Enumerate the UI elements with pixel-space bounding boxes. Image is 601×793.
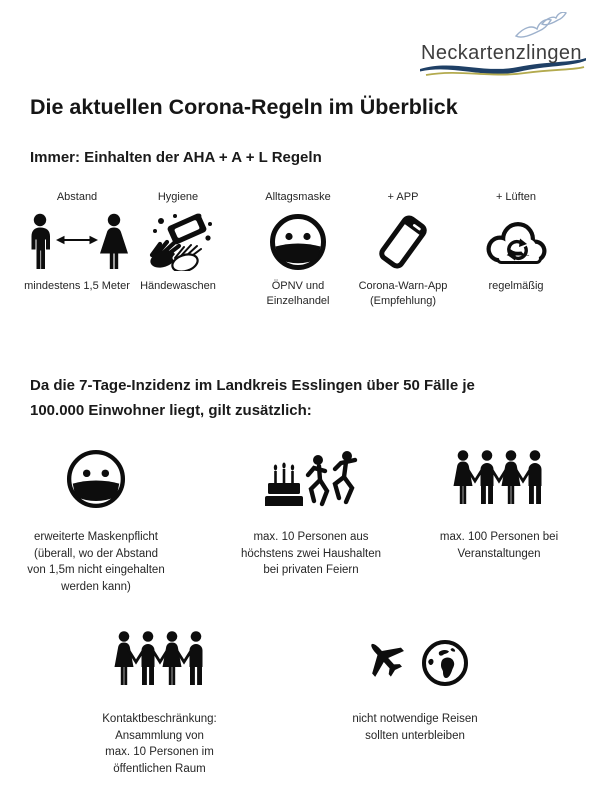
- event-crowd-icon: [424, 446, 574, 512]
- rule-label: Alltagsmaske: [265, 191, 331, 203]
- caption-line: ÖPNV und: [271, 280, 325, 292]
- rule-label: Hygiene: [157, 191, 199, 203]
- rule-card-maskenpflicht: [16, 446, 176, 595]
- caption-line: Händewaschen: [140, 280, 216, 292]
- mask-face-icon: [16, 446, 176, 512]
- incidence-heading: [30, 374, 475, 423]
- caption-line: höchstens zwei Haushalten: [241, 547, 381, 560]
- rule-caption: [461, 279, 571, 294]
- rule-caption: [123, 279, 233, 294]
- rule-caption: [348, 279, 458, 308]
- rule-caption: [424, 529, 574, 562]
- travel-icon: [325, 628, 505, 692]
- caption-line: werden kann): [61, 580, 131, 593]
- page-subtitle: Immer: Einhalten der AHA + A + L Regeln: [30, 149, 322, 166]
- rule-card-hygiene: [123, 191, 233, 294]
- rule-card-app: [348, 191, 458, 308]
- distance-icon: [22, 211, 132, 273]
- caption-line: Kontaktbeschränkung:: [102, 713, 217, 725]
- caption-line: Veranstaltungen: [457, 547, 541, 560]
- rule-card-lueften: [461, 191, 571, 294]
- caption-line: (überall, wo der Abstand: [33, 547, 159, 560]
- rule-caption: [243, 279, 353, 308]
- private-party-icon: [226, 446, 396, 512]
- caption-line: max. 10 Personen im: [105, 746, 214, 758]
- logo-wordmark: Neckartenzlingen: [421, 42, 582, 64]
- mask-face-icon: [243, 211, 353, 273]
- birds-icon: [516, 12, 566, 37]
- rule-label: + Lüften: [495, 191, 537, 203]
- incidence-heading-line1: Da die 7-Tage-Inzidenz im Landkreis Esslingen über 50 Fälle je: [30, 377, 475, 394]
- incidence-heading-line2: 100.000 Einwohner liegt, gilt zusätzlich:: [30, 401, 312, 419]
- rule-caption: [82, 711, 237, 777]
- caption-line: Einzelhandel: [266, 294, 330, 307]
- rule-caption: [325, 711, 505, 744]
- rule-caption: [226, 529, 396, 579]
- logo: [418, 12, 590, 82]
- caption-line: Corona-Warn-App: [358, 280, 448, 292]
- rule-card-private-feiern: [226, 446, 396, 579]
- smartphone-icon: [348, 211, 458, 273]
- caption-line: max. 100 Personen bei: [439, 531, 559, 543]
- rule-caption: [16, 529, 176, 595]
- rule-label: Abstand: [56, 191, 98, 203]
- caption-line: bei privaten Feiern: [263, 564, 359, 576]
- rule-label: + APP: [387, 191, 419, 203]
- caption-line: erweiterte Maskenpflicht: [34, 531, 158, 543]
- caption-line: nicht notwendige Reisen: [352, 713, 478, 725]
- cloud-refresh-icon: [461, 211, 571, 273]
- rule-card-abstand: [22, 191, 132, 294]
- page-title: Die aktuellen Corona-Regeln im Überblick: [30, 95, 458, 119]
- rule-card-alltagsmaske: [243, 191, 353, 308]
- caption-line: sollten unterbleiben: [365, 729, 465, 742]
- rule-card-reisen: [325, 628, 505, 744]
- caption-line: von 1,5m nicht eingehalten: [27, 564, 165, 576]
- rule-card-kontaktbeschraenkung: [82, 628, 237, 777]
- handwash-icon: [123, 211, 233, 273]
- rule-caption: [22, 279, 132, 294]
- caption-line: öffentlichen Raum: [113, 762, 206, 775]
- contact-group-icon: [82, 628, 237, 692]
- caption-line: max. 10 Personen aus: [253, 531, 369, 543]
- caption-line: (Empfehlung): [369, 294, 437, 307]
- caption-line: regelmäßig: [488, 280, 544, 292]
- rule-card-veranstaltungen: [424, 446, 574, 562]
- caption-line: Ansammlung von: [115, 729, 204, 742]
- caption-line: mindestens 1,5 Meter: [24, 280, 130, 292]
